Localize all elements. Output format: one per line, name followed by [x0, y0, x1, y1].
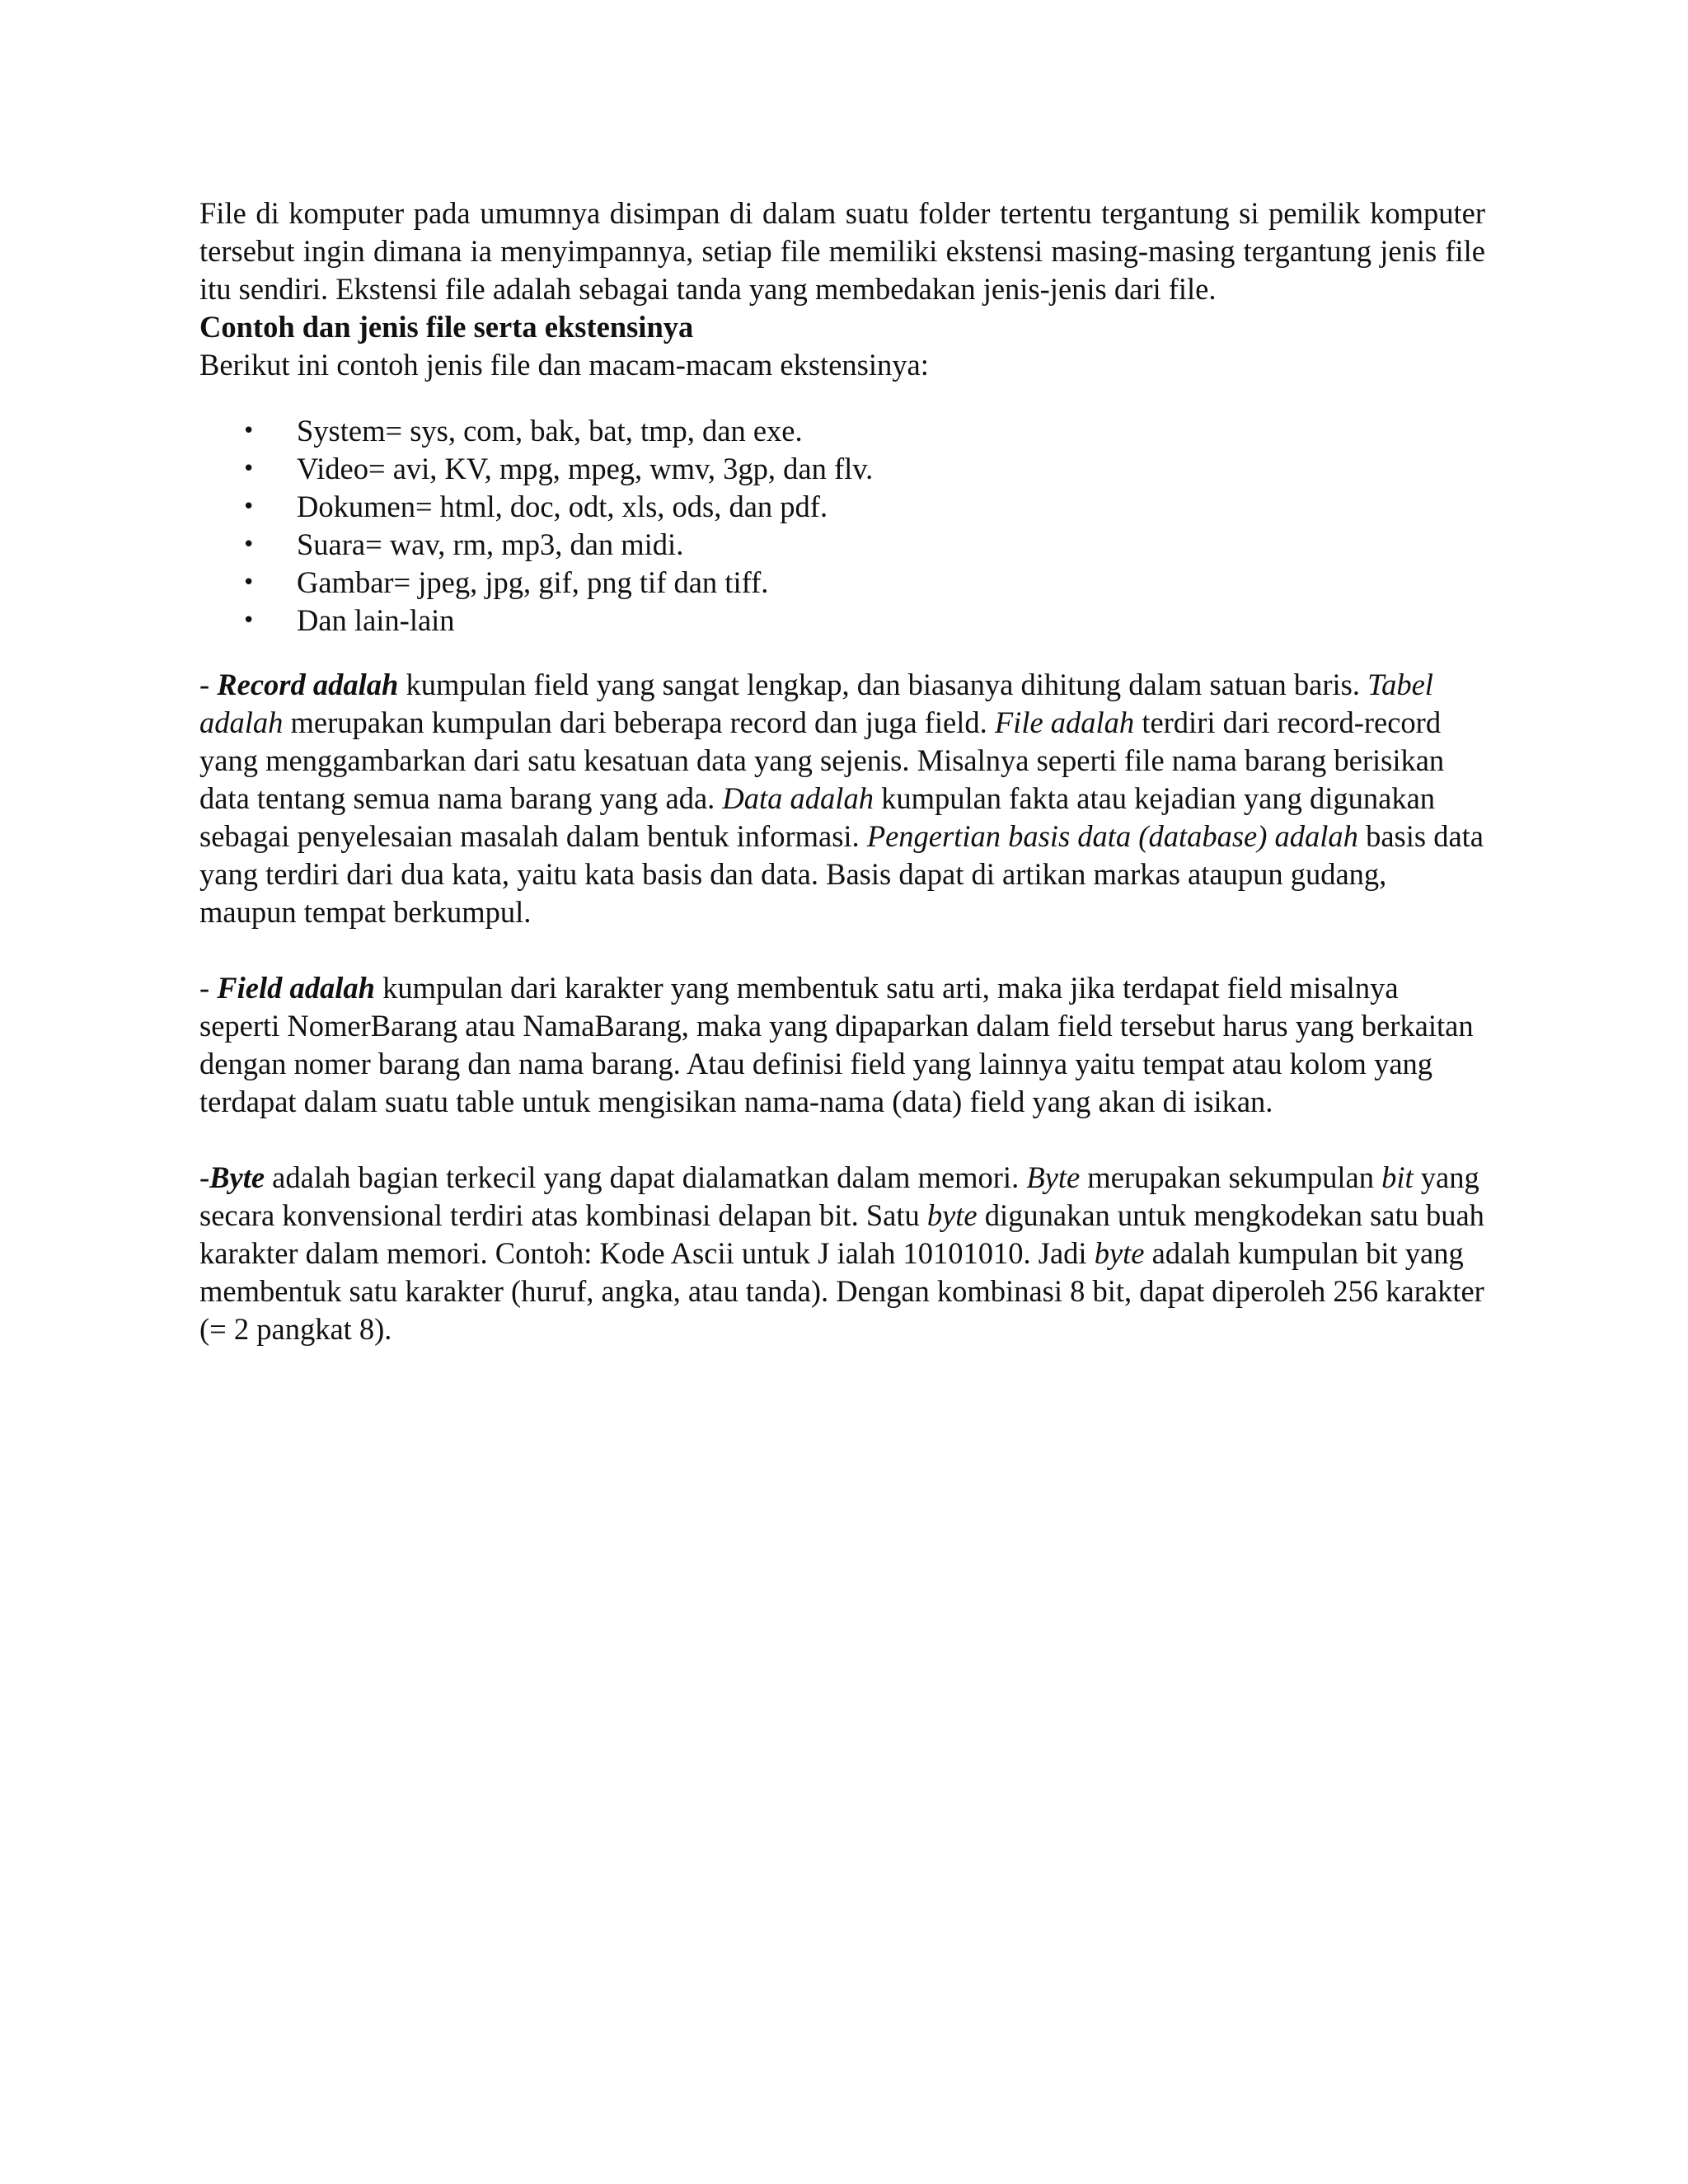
byte-text-4: digunakan untuk mengkodekan satu buah karakter dalam memori. Contoh: Kode Ascii untuk J ialah 10101010. Jadi: [199, 1198, 1484, 1270]
field-text-1: kumpulan dari karakter yang membentuk satu arti, maka jika terdapat field misalnya seperti NomerBarang atau NamaBarang, maka yang dipaparkan dalam field tersebut harus yang berkaitan dengan nomer barang dan nama barang. Atau definisi field yang lainnya yaitu tempat atau kolom yang terdapat dalam suatu table untuk mengisikan nama-nama (data) field yang akan di isikan.: [199, 971, 1474, 1118]
byte-paragraph: [199, 1159, 1485, 1348]
list-item-text: Dan lain-lain: [297, 603, 455, 637]
record-text-4: kumpulan fakta atau kejadian yang digunakan sebagai penyelesaian masalah dalam bentuk informasi.: [199, 781, 1436, 853]
byte-text-1: adalah bagian terkecil yang dapat dialamatkan dalam memori.: [265, 1160, 1027, 1194]
byte-text-3: yang secara konvensional terdiri atas kombinasi delapan bit. Satu: [199, 1160, 1479, 1232]
record-term: Record adalah: [217, 668, 399, 701]
extension-list: [199, 412, 1485, 640]
list-item-text: Dokumen= html, doc, odt, xls, ods, dan pdf.: [297, 490, 828, 523]
field-dash: -: [199, 971, 218, 1005]
byte-text-5: adalah kumpulan bit yang membentuk satu karakter (huruf, angka, atau tanda). Dengan kombinasi 8 bit, dapat diperoleh 256 karakter (= 2 pangkat 8).: [199, 1236, 1484, 1346]
bullet-icon: •: [242, 457, 256, 481]
intro-paragraph: File di komputer pada umumnya disimpan di dalam suatu folder tertentu tergantung si pemilik komputer tersebut ingin dimana ia menyimpannya, setiap file memiliki ekstensi masing-masing tergantung jenis file itu sendiri. Ekstensi file adalah sebagai tanda yang membedakan jenis-jenis dari file.: [199, 196, 1485, 306]
list-item-text: Gambar= jpeg, jpg, gif, png tif dan tiff.: [297, 565, 769, 599]
list-item: [199, 488, 1485, 526]
bullet-icon: •: [242, 532, 256, 557]
record-paragraph: [199, 666, 1485, 931]
list-item-text: Suara= wav, rm, mp3, dan midi.: [297, 527, 684, 561]
tabel-term: Tabel adalah: [199, 668, 1433, 739]
record-dash: -: [199, 668, 218, 701]
record-text-5: basis data yang terdiri dari dua kata, yaitu kata basis dan data. Basis dapat di artikan markas ataupun gudang, maupun tempat berkumpul.: [199, 819, 1484, 929]
file-term: File adalah: [994, 705, 1135, 739]
field-paragraph: [199, 969, 1485, 1121]
bullet-icon: •: [242, 494, 256, 519]
byte-term-2: Byte: [1026, 1160, 1081, 1194]
section-heading: Contoh dan jenis file serta ekstensinya: [199, 310, 694, 344]
bullet-icon: •: [242, 608, 256, 633]
list-intro: Berikut ini contoh jenis file dan macam-macam ekstensinya:: [199, 348, 929, 382]
list-item: [199, 602, 1485, 640]
bit-term: bit: [1381, 1160, 1414, 1194]
bullet-icon: •: [242, 419, 256, 443]
record-text-3: terdiri dari record-record yang menggambarkan dari satu kesatuan data yang sejenis. Misalnya seperti file nama barang berisikan data tentang semua nama barang yang ada.: [199, 705, 1445, 815]
byte-term: Byte: [209, 1160, 265, 1194]
list-item-text: System= sys, com, bak, bat, tmp, dan exe.: [297, 414, 803, 448]
basis-data-term: Pengertian basis data (database) adalah: [866, 819, 1358, 853]
byte-text-2: merupakan sekumpulan: [1080, 1160, 1382, 1194]
list-item: [199, 564, 1485, 602]
record-text-2: merupakan kumpulan dari beberapa record dan juga field.: [283, 705, 995, 739]
list-item: [199, 412, 1485, 450]
list-item: [199, 526, 1485, 564]
list-item: [199, 450, 1485, 488]
list-item-text: Video= avi, KV, mpg, mpeg, wmv, 3gp, dan flv.: [297, 452, 874, 485]
byte-term-4: byte: [1094, 1236, 1145, 1270]
bullet-icon: •: [242, 570, 256, 595]
field-term: Field adalah: [217, 971, 375, 1005]
document-body: [199, 194, 1485, 1386]
data-term: Data adalah: [722, 781, 874, 815]
byte-dash: -: [199, 1160, 210, 1194]
byte-term-3: byte: [926, 1198, 978, 1232]
record-text-1: kumpulan field yang sangat lengkap, dan biasanya dihitung dalam satuan baris.: [398, 668, 1368, 701]
